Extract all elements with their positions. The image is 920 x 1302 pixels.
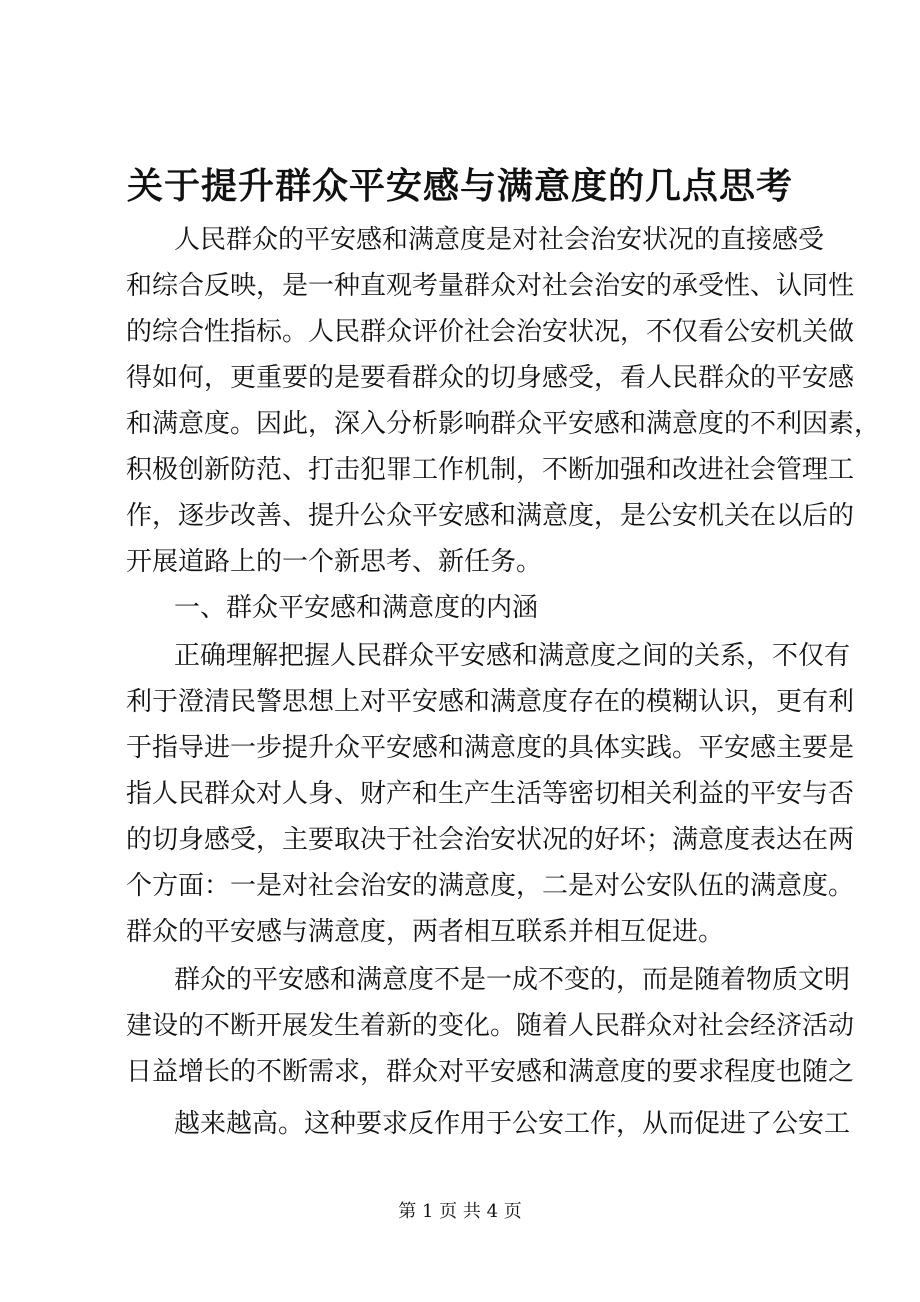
paragraph-line: 日益增长的不断需求，群众对平安感和满意度的要求程度也随之 [126,1057,855,1087]
paragraph-line: 和满意度。因此，深入分析影响群众平安感和满意度的不利因素， [126,409,881,439]
paragraph-line: 建设的不断开展发生着新的变化。随着人民群众对社会经济活动 [126,1011,855,1041]
paragraph-line: 于指导进一步提升众平安感和满意度的具体实践。平安感主要是 [126,733,855,763]
paragraph-line: 积极创新防范、打击犯罪工作机制，不断加强和改进社会管理工 [126,455,855,485]
document-title: 关于提升群众平安感与满意度的几点思考 [126,165,793,207]
paragraph-line: 越来越高。这种要求反作用于公安工作，从而促进了公安工 [174,1109,851,1139]
paragraph-line: 正确理解把握人民群众平安感和满意度之间的关系，不仅有 [174,641,851,671]
paragraph-line: 群众的平安感和满意度不是一成不变的，而是随着物质文明 [174,965,851,995]
paragraph-line: 和综合反映，是一种直观考量群众对社会治安的承受性、认同性 [126,271,855,301]
page-indicator: 第 1 页 共 4 页 [398,1201,522,1222]
paragraph-line: 人民群众的平安感和满意度是对社会治安状况的直接感受 [174,225,825,255]
paragraph-line: 开展道路上的一个新思考、新任务。 [126,547,543,577]
paragraph-line: 得如何，更重要的是要看群众的切身感受，看人民群众的平安感 [126,363,855,393]
paragraph-line: 的综合性指标。人民群众评价社会治安状况，不仅看公安机关做 [126,317,855,347]
paragraph-line: 作，逐步改善、提升公众平安感和满意度，是公安机关在以后的 [126,501,855,531]
paragraph-line: 的切身感受，主要取决于社会治安状况的好坏；满意度表达在两 [126,825,855,855]
paragraph-line: 指人民群众对人身、财产和生产生活等密切相关利益的平安与否 [126,779,855,809]
section-heading: 一、群众平安感和满意度的内涵 [174,593,539,623]
paragraph-line: 利于澄清民警思想上对平安感和满意度存在的模糊认识，更有利 [126,687,855,717]
paragraph-line: 个方面：一是对社会治安的满意度，二是对公安队伍的满意度。 [126,871,855,901]
paragraph-line: 群众的平安感与满意度，两者相互联系并相互促进。 [126,917,725,947]
